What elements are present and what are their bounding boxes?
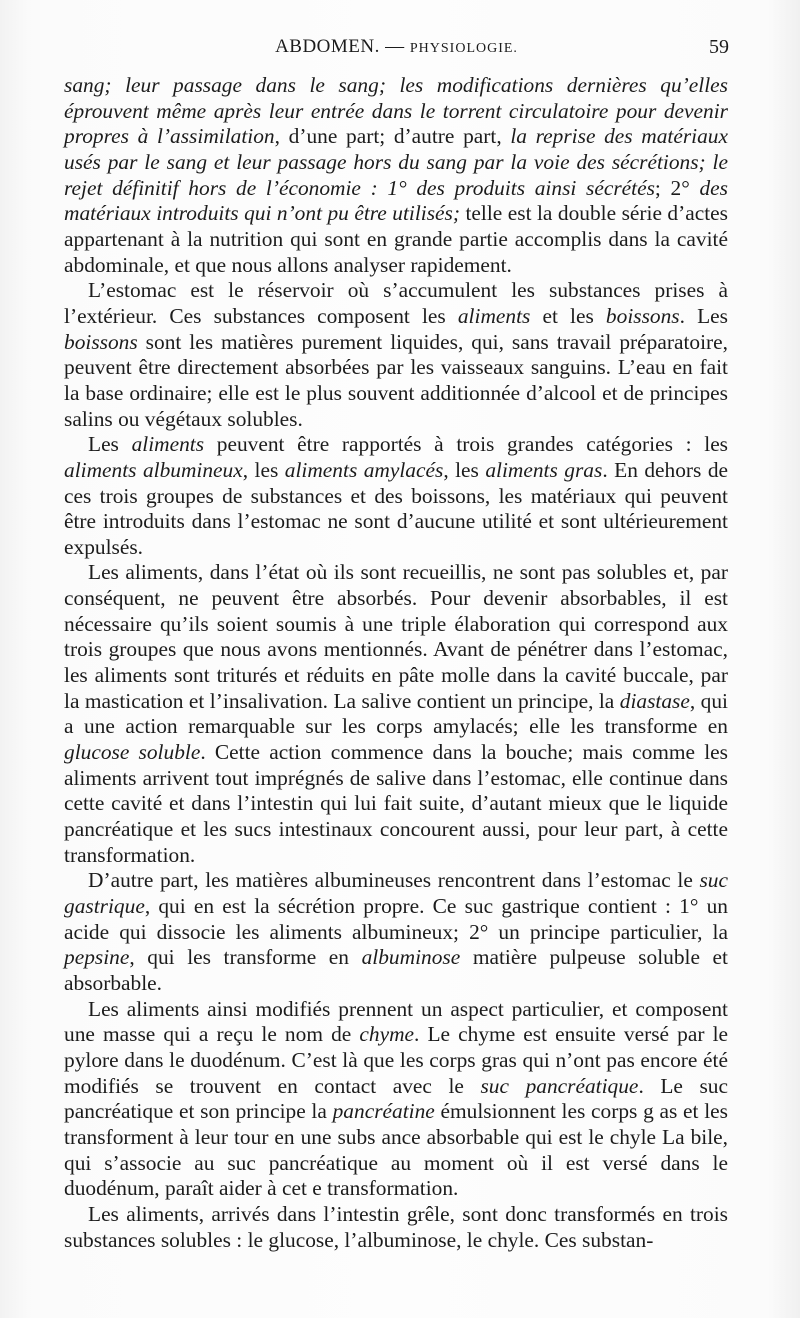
italic-text: aliments amylacés — [284, 457, 444, 482]
text-run: émulsionnent les corps g as et les transforment à leur tour en une subs ance absorbable qui est le chyle La bile, qui s’associe au suc pancréatique au moment où il est versé dans le duodénum, paraît aider à cet e transformation. — [64, 1099, 728, 1201]
text-run: . Cette action commence dans la bouche; mais comme les aliments arrivent tout imprégnés de salive dans l’estomac, elle continue dans cette cavité et dans l’intestin qui lui fait suite, d’autant mieux que le liquide pancréatique et les sucs intestinaux concourent aussi, pour leur part, à cette transformation. — [64, 740, 729, 867]
italic-text: boissons — [64, 329, 138, 354]
italic-text: aliments — [131, 432, 205, 457]
text-run: Les — [88, 432, 132, 457]
text-run: , d’une part; d’autre part, — [274, 124, 511, 149]
paragraph — [64, 278, 728, 432]
italic-text: pancréatine — [332, 1099, 435, 1124]
text-run: , les — [443, 457, 486, 482]
italic-text: boissons — [605, 303, 680, 328]
italic-text: sang; leur passage dans le sang; les modifications dernières qu’elles éprouvent même après leur entrée dans le torrent circulatoire pour devenir propres à l’assimilation — [64, 73, 728, 149]
running-head — [64, 36, 729, 66]
text-run: , qui a une action remarquable sur les corps amylacés; elle les transforme en — [64, 688, 728, 739]
text-run: . Le suc pancréatique et son principe la — [64, 1073, 728, 1124]
text-run: Les aliments ainsi modifiés prennent un aspect particulier, et composent une masse qui a reçu le nom de — [64, 996, 728, 1047]
text-run: , qui les transforme en — [129, 945, 362, 970]
text-run: , les — [242, 457, 285, 482]
text-run: Les aliments, dans l’état où ils sont recueillis, ne sont pas solubles et, par conséquent, ne peuvent être absorbés. Pour devenir absorbables, il est nécessaire qu’ils soient soumis à une triple élaboration qui correspond aux trois groupes que nous avons mentionnés. Avant de pénétrer dans l’estomac, les aliments sont triturés et réduits en pâte molle dans la cavité buccale, par la mastication et l’insalivation. La salive contient un principe, la — [64, 560, 728, 713]
italic-text: diastase — [619, 688, 690, 713]
text-run: et les — [530, 303, 606, 328]
text-run: . Les — [679, 303, 728, 328]
running-title — [64, 36, 729, 58]
italic-text: pepsine — [64, 945, 130, 970]
text-run: matière pulpeuse soluble et absorbable. — [64, 945, 728, 995]
body-text — [64, 73, 728, 1253]
text-run: D’autre part, les matières albumineuses rencontrent dans l’estomac le — [88, 868, 700, 893]
running-title-main: ABDOMEN. — [275, 36, 380, 57]
text-run: telle est la double série d’actes appartenant à la nutrition qui sont en grande partie accomplis dans la cavité abdominale, et que nous allons analyser rapidement. — [64, 201, 728, 277]
italic-text: aliments albumineux — [64, 457, 243, 482]
italic-text: la reprise des matériaux usés par le sang et leur passage hors du sang par la voie des sécrétions; le rejet définitif hors de l’économie : 1° des produits ainsi sécrétés — [64, 124, 729, 200]
paragraph — [64, 997, 728, 1202]
italic-text: chyme — [359, 1022, 415, 1047]
page-number: 59 — [709, 36, 729, 58]
italic-text: des matériaux introduits qui n’ont pu être utilisés; — [64, 175, 728, 226]
italic-text: albuminose — [361, 945, 461, 970]
italic-text: suc gastrique — [64, 868, 728, 918]
text-run: . En dehors de ces trois groupes de substances et des boissons, les matériaux qui peuvent être introduits dans l’estomac ne sont d’aucune utilité et sont ultérieurement expulsés. — [64, 457, 729, 559]
running-title-sub: PHYSIOLOGIE. — [409, 41, 518, 56]
italic-text: suc pancréatique — [480, 1073, 639, 1098]
text-run: L’estomac est le réservoir où s’accumulent les substances prises à l’extérieur. Ces substances composent les — [64, 278, 728, 328]
paragraph — [64, 560, 728, 868]
running-title-separator: — — [385, 36, 405, 57]
paragraph — [64, 1202, 728, 1253]
paragraph — [64, 868, 728, 996]
italic-text: aliments gras — [485, 457, 603, 482]
text-run: Les aliments, arrivés dans l’intestin grêle, sont donc transformés en trois substances solubles : le glucose, l’albuminose, le chyle. Ces substan- — [64, 1201, 728, 1252]
italic-text: aliments — [457, 303, 531, 328]
text-run: peuvent être rapportés à trois grandes catégories : les — [204, 432, 729, 457]
text-run: ; 2° — [654, 175, 700, 200]
paragraph — [64, 432, 728, 560]
text-run: . Le chyme est ensuite versé par le pylore dans le duodénum. C’est là que les corps gras qui n’ont pas encore été modifiés se trouvent en contact avec le — [64, 1022, 729, 1098]
paragraph — [64, 73, 728, 278]
text-run: sont les matières purement liquides, qui, sans travail préparatoire, peuvent être directement absorbées par les vaisseaux sanguins. L’eau en fait la base ordinaire; elle est le plus souvent additionnée d’alcool et de principes salins ou végétaux solubles. — [64, 329, 728, 431]
text-run: , qui en est la sécrétion propre. Ce suc gastrique contient : 1° un acide qui dissocie les aliments albumineux; 2° un principe particulier, la — [64, 894, 728, 944]
italic-text: glucose soluble — [64, 740, 201, 765]
